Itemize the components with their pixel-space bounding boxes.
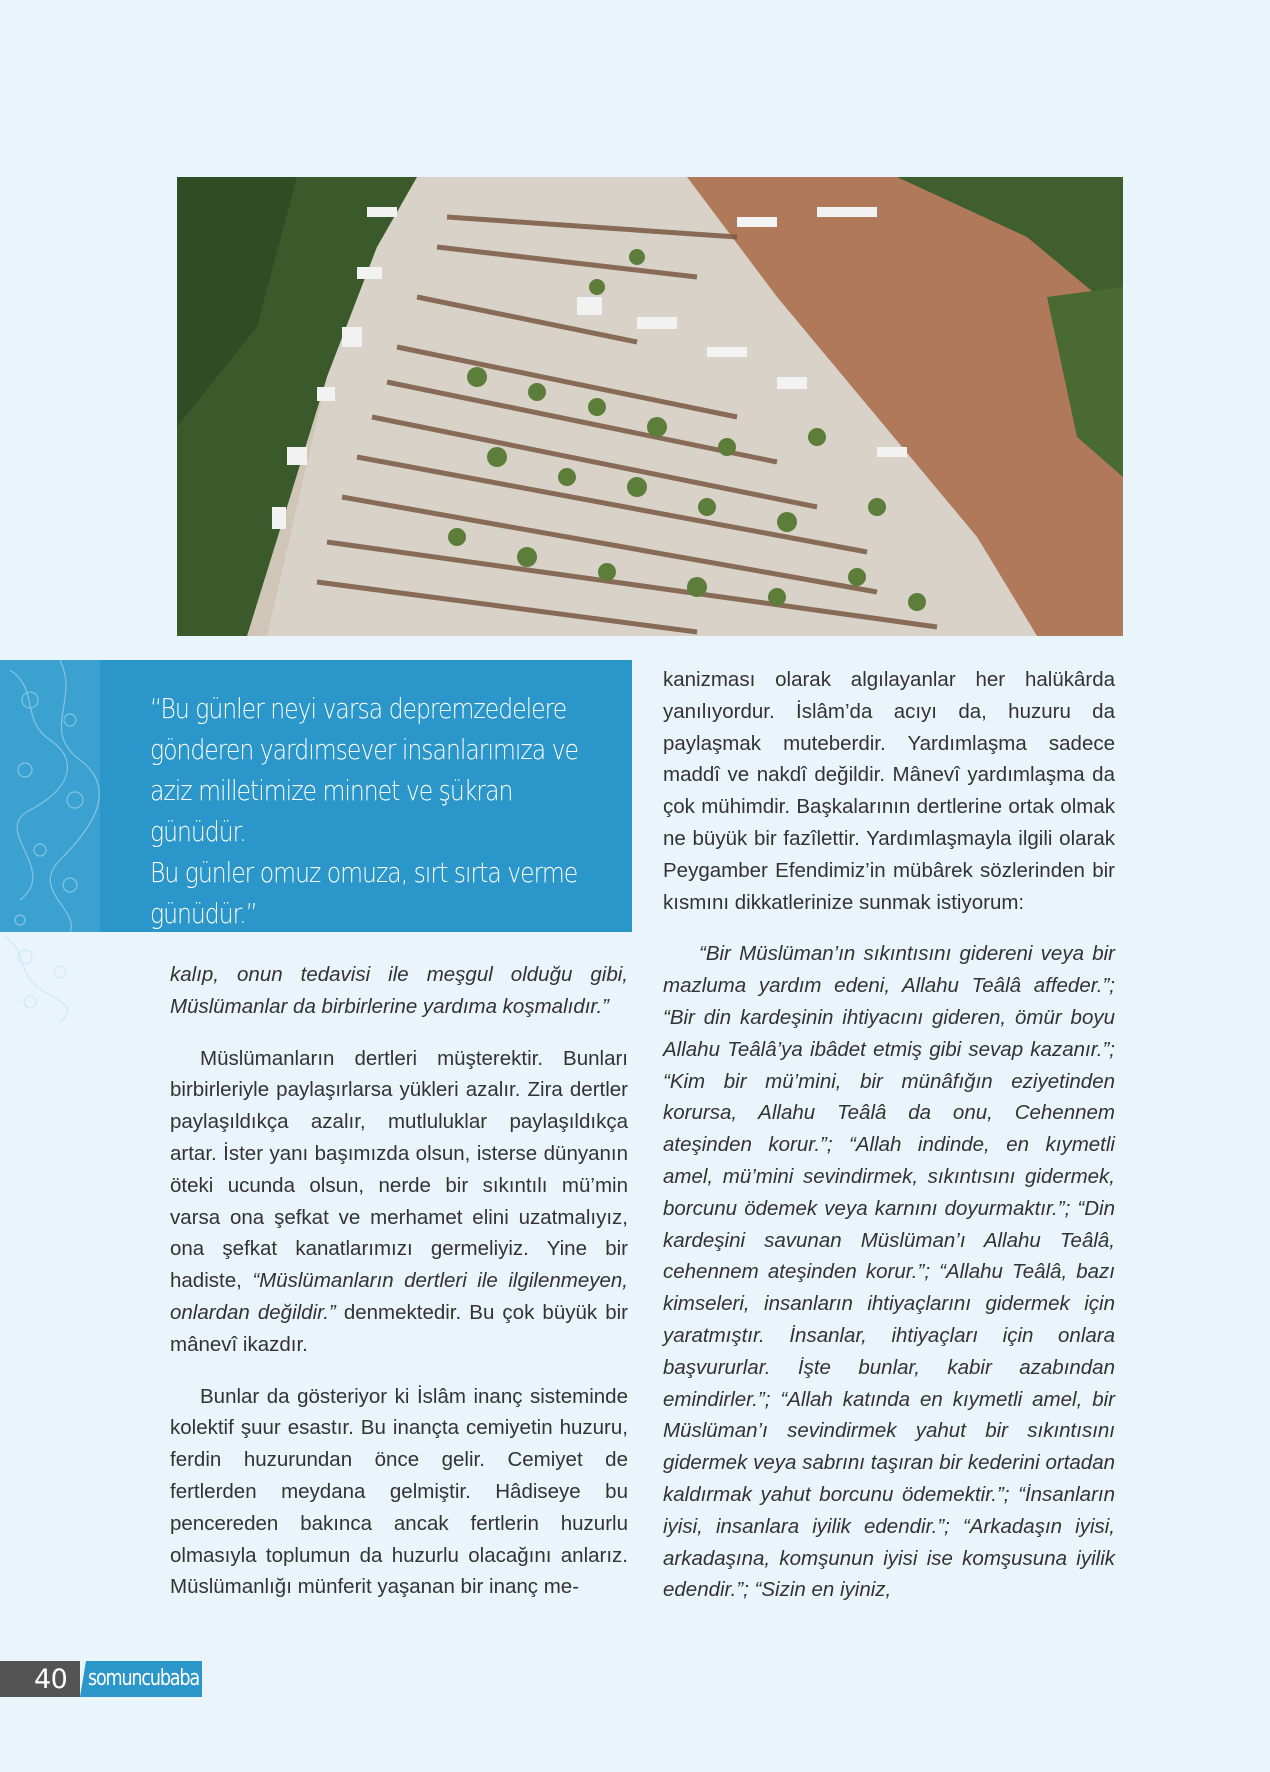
quote-line: gönderen yardımsever insanlarımıza ve: [150, 733, 578, 766]
paragraph: kanizması olarak algılayanlar her halükârda yanılıyordur. İslâm’da acıyı da, huzuru da paylaşmak muteberdir. Yardımlaşma sadece maddî ve nakdî değildir. Mânevî yardımlaşma da çok mühimdir. Başkalarının dertlerine ortak olmak ne büyük bir fazîlettir. Yardımlaşmayla ilgili olarak Peygamber Efendimiz’in mübârek sözlerinden bir kısmını dikkatlerinize sunmak istiyorum:: [663, 668, 1115, 914]
hadith-quote: “Müslümanların dertleri ile ilgilenmeyen, onlardan değildir.”: [170, 1269, 628, 1324]
text-run: denmektedir. Bu çok büyük bir mânevî ikazdır.: [170, 1300, 628, 1356]
paragraph: kalıp, onun tedavisi ile meşgul olduğu gibi, Müslümanlar da birbirlerine yardıma koşmalıdır.”: [170, 963, 628, 1018]
floral-pattern-fade: [0, 932, 95, 1022]
paragraph: Bunlar da gösteriyor ki İslâm inanç sisteminde kolektif şuur esastır. Bu inançta cemiyetin huzuru, ferdin huzurundan önce gelir. Cemiyet de fertlerden meydana gelmiştir. Hâdiseye bu pencereden bakınca ancak fertlerin huzurlu olmasıyla toplumun da huzurlu olacağını anlarız. Müslümanlığı münferit yaşanan bir inanç me-: [170, 1384, 628, 1599]
quote-line: aziz milletimize minnet ve şükran günüdür.: [150, 774, 513, 848]
page-number: 40: [34, 1664, 68, 1695]
aerial-photo: [177, 177, 1123, 636]
quote-line: “Bu günler neyi varsa depremzedelere: [150, 692, 567, 725]
paragraph: [170, 1043, 628, 1361]
pull-quote-text: [150, 688, 604, 932]
pull-quote-box: [0, 660, 632, 932]
hadith-paragraph: “Bir Müslüman’ın sıkıntısını gidereni veya bir mazluma yardım edeni, Allahu Teâlâ affeder.”; “Bir din kardeşinin ihtiyacını gideren, ömür boyu Allahu Teâlâ’ya ibâdet etmiş gibi sevap kazanır.”; “Kim bir mü’mini, bir münâfığın eziyetinden korursa, Allahu Teâlâ da onu, Cehennem ateşinden korur.”; “Allah indinde, en kıymetli amel, mü’mini sevindirmek, sıkıntısını gidermek, borcunu ödemek veya karnını doyurmaktır.”; “Din kardeşini savunan Müslüman’ı Allahu Teâlâ, cehennem ateşinden korur.”; “Allahu Teâlâ, bazı kimseleri, insanların ihtiyaçlarını gidermek için yaratmıştır. İnsanlar, ihtiyaçları için onlara başvururlar. İşte bunlar, kabir azabından emindirler.”; “Allah katında en kıymetli amel, bir Müslüman’ı sevindirmek yahut bir sıkıntısını gidermek veya sabrını taşıran bir kederini ortadan kaldırmak yahut borcunu ödemektir.”; “İnsanların iyisi, insanlara iyilik edendir.”; “Arkadaşın iyisi, arkadaşına, komşunun iyisi ise komşusuna iyilik edendir.”; “Sizin en iyiniz,: [663, 942, 1115, 1602]
brand-name: somuncubaba: [88, 1666, 199, 1691]
quote-line: Bu günler omuz omuza, sırt sırta verme: [150, 856, 578, 889]
right-column: [663, 664, 1115, 1606]
quote-line: günüdür.”: [150, 897, 257, 930]
floral-pattern: [0, 660, 100, 932]
text-run: Müslümanların dertleri müşterektir. Bunları birbirleriyle paylaşırlarsa yükleri azalır. Zira dertler paylaşıldıkça azalır, mutluluklar paylaşıldıkça artar. İster yanı başımızda olsun, isterse dünyanın öteki ucunda olsun, nerde bir sıkıntılı mü’min varsa ona şefkat ve merhamet elini uzatmalıyız, ona şefkat kanatlarımızı germeliyiz. Yine bir hadiste,: [170, 1046, 628, 1293]
left-column: [170, 959, 628, 1603]
page-footer: [0, 1661, 210, 1697]
